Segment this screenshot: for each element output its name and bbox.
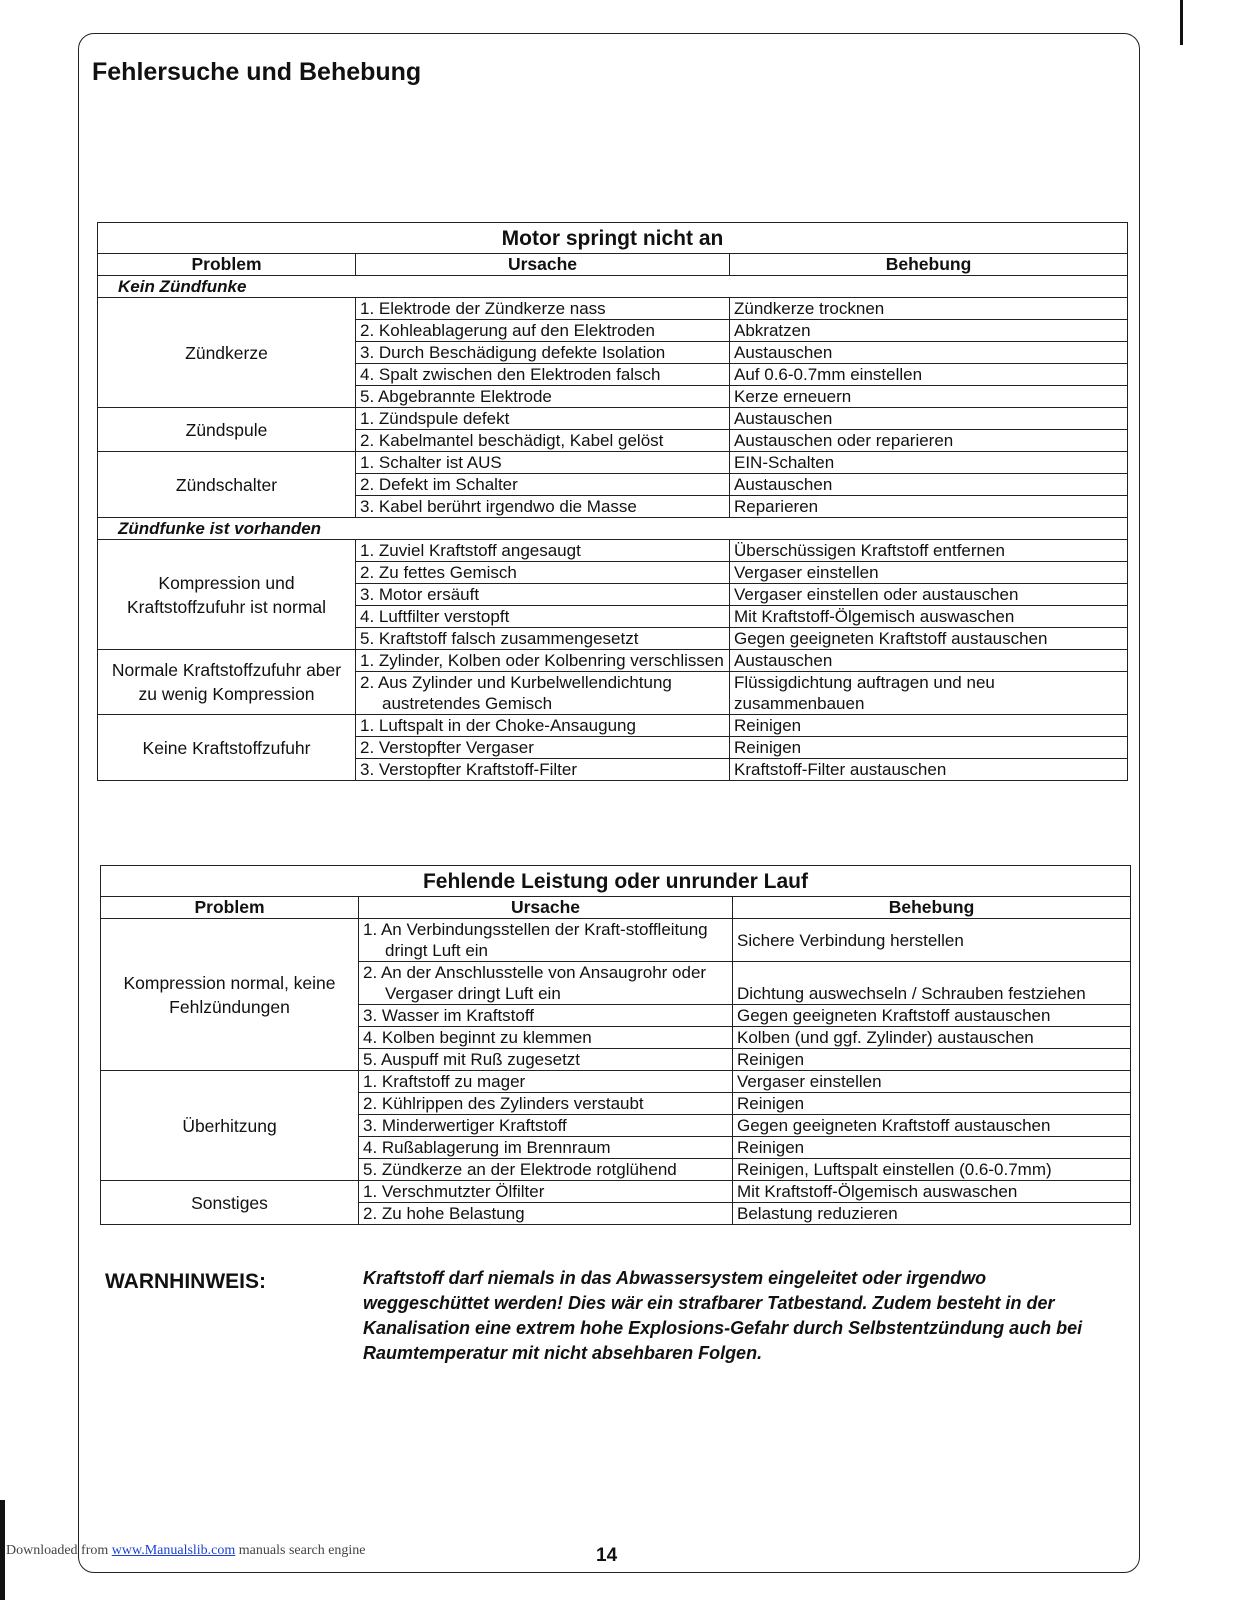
remedy-cell: Belastung reduzieren [733,1203,1131,1225]
cause-cell: 2. Kühlrippen des Zylinders verstaubt [359,1093,733,1115]
problem-cell: Sonstiges [101,1181,359,1225]
cause-cell: 1. Zündspule defekt [356,408,730,430]
cause-cell: 1. Verschmutzter Ölfilter [359,1181,733,1203]
remedy-cell: Austauschen [730,408,1128,430]
manualslib-link[interactable]: www.Manualslib.com [111,1543,236,1558]
remedy-cell: Austauschen [730,342,1128,364]
table-row [98,452,1128,474]
cause-cell: 1. Elektrode der Zündkerze nass [356,298,730,320]
remedy-cell: Auf 0.6-0.7mm einstellen [730,364,1128,386]
header-remedy: Behebung [730,254,1128,276]
cause-cell: 4. Spalt zwischen den Elektroden falsch [356,364,730,386]
warning-label: WARNHINWEIS: [105,1270,266,1293]
footer-suffix: manuals search engine [235,1543,366,1558]
remedy-cell: Kolben (und ggf. Zylinder) austauschen [733,1027,1131,1049]
remedy-cell: Kraftstoff-Filter austauschen [730,759,1128,781]
cause-cell: 2. Zu hohe Belastung [359,1203,733,1225]
table-row [98,540,1128,562]
cause-cell: 3. Durch Beschädigung defekte Isolation [356,342,730,364]
section-title-row [101,866,1131,897]
download-footer [6,1543,366,1559]
table-row [98,408,1128,430]
page-title: Fehlersuche und Behebung [92,58,422,86]
remedy-cell: EIN-Schalten [730,452,1128,474]
remedy-cell: Austauschen [730,474,1128,496]
header-remedy: Behebung [733,897,1131,919]
remedy-cell: Mit Kraftstoff-Ölgemisch auswaschen [733,1181,1131,1203]
remedy-cell: Flüssigdichtung auftragen und neu zusammenbauen [730,672,1128,715]
group-row [98,518,1128,540]
cause-cell: 1. An Verbindungsstellen der Kraft-stoffleitung dringt Luft ein [359,919,733,962]
binding-mark-left [0,1500,5,1600]
binding-mark-right [1180,0,1183,45]
cause-cell: 5. Zündkerze an der Elektrode rotglühend [359,1159,733,1181]
cause-cell: 2. Verstopfter Vergaser [356,737,730,759]
remedy-cell: Kerze erneuern [730,386,1128,408]
table-motor-springt-nicht-an [97,222,1128,781]
problem-cell: Überhitzung [101,1071,359,1181]
remedy-cell: Abkratzen [730,320,1128,342]
remedy-cell: Dichtung auswechseln / Schrauben festziehen [733,962,1131,1005]
problem-cell: Zündschalter [98,452,356,518]
table-row [101,1071,1131,1093]
remedy-cell: Reinigen [733,1137,1131,1159]
remedy-cell: Mit Kraftstoff-Ölgemisch auswaschen [730,606,1128,628]
cause-cell: 4. Rußablagerung im Brennraum [359,1137,733,1159]
cause-cell: 2. Kohleablagerung auf den Elektroden [356,320,730,342]
cause-cell: 2. Aus Zylinder und Kurbelwellendichtung austretendes Gemisch [356,672,730,715]
problem-cell [101,919,359,1071]
cause-cell: 2. Defekt im Schalter [356,474,730,496]
problem-line: Normale Kraftstoffzufuhr aber [111,660,342,680]
cause-cell: 3. Kabel berührt irgendwo die Masse [356,496,730,518]
problem-cell: Zündkerze [98,298,356,408]
cause-cell: 2. Kabelmantel beschädigt, Kabel gelöst [356,430,730,452]
warning-text: Kraftstoff darf niemals in das Abwassersystem eingeleitet oder irgendwo weggeschüttet werden! Dies wär ein strafbarer Tatbestand. Zudem besteht in der Kanalisation eine extrem hohe Explosions-Gefahr durch Selbstentzündung auch bei Raumtemperatur mit nicht absehbaren Folgen. [363,1268,1083,1363]
group-title: Zündfunke ist vorhanden [98,518,1128,540]
table-fehlende-leistung [100,865,1131,1225]
header-cause: Ursache [359,897,733,919]
cause-cell: 5. Kraftstoff falsch zusammengesetzt [356,628,730,650]
remedy-cell: Vergaser einstellen oder austauschen [730,584,1128,606]
table-row [101,1181,1131,1203]
header-cause: Ursache [356,254,730,276]
problem-cell: Keine Kraftstoffzufuhr [98,715,356,781]
cause-cell: 4. Luftfilter verstopft [356,606,730,628]
remedy-cell: Reinigen [733,1093,1131,1115]
remedy-cell: Gegen geeigneten Kraftstoff austauschen [733,1115,1131,1137]
cause-cell: 1. Kraftstoff zu mager [359,1071,733,1093]
remedy-cell: Gegen geeigneten Kraftstoff austauschen [730,628,1128,650]
remedy-cell: Sichere Verbindung herstellen [733,919,1131,962]
cause-cell: 3. Verstopfter Kraftstoff-Filter [356,759,730,781]
header-row [101,897,1131,919]
problem-cell [98,540,356,650]
remedy-cell: Reparieren [730,496,1128,518]
footer-prefix: Downloaded from [6,1543,112,1558]
problem-cell [98,650,356,715]
remedy-cell: Zündkerze trocknen [730,298,1128,320]
problem-line: zu wenig Kompression [138,684,315,704]
page-number: 14 [596,1545,618,1566]
header-problem: Problem [101,897,359,919]
header-problem: Problem [98,254,356,276]
problem-line: Fehlzündungen [169,996,290,1017]
cause-cell: 2. Zu fettes Gemisch [356,562,730,584]
remedy-cell: Reinigen [730,737,1128,759]
remedy-cell: Austauschen [730,650,1128,672]
cause-cell: 4. Kolben beginnt zu klemmen [359,1027,733,1049]
cause-cell: 3. Motor ersäuft [356,584,730,606]
remedy-cell: Reinigen [730,715,1128,737]
table-row [98,650,1128,672]
cause-cell: 5. Auspuff mit Ruß zugesetzt [359,1049,733,1071]
cause-cell: 1. Zylinder, Kolben oder Kolbenring verschlissen [356,650,730,672]
problem-line: Kompression normal, keine [123,972,336,993]
section-title: Motor springt nicht an [98,223,1128,254]
section-title: Fehlende Leistung oder unrunder Lauf [101,866,1131,897]
cause-cell: 1. Schalter ist AUS [356,452,730,474]
cause-cell: 3. Minderwertiger Kraftstoff [359,1115,733,1137]
remedy-cell: Reinigen [733,1049,1131,1071]
section-title-row [98,223,1128,254]
header-row [98,254,1128,276]
cause-cell: 5. Abgebrannte Elektrode [356,386,730,408]
table-row [98,298,1128,320]
remedy-cell: Vergaser einstellen [730,562,1128,584]
remedy-cell: Gegen geeigneten Kraftstoff austauschen [733,1005,1131,1027]
cause-cell: 1. Luftspalt in der Choke-Ansaugung [356,715,730,737]
cause-cell: 3. Wasser im Kraftstoff [359,1005,733,1027]
problem-line: Kompression und [158,572,295,593]
remedy-cell: Vergaser einstellen [733,1071,1131,1093]
remedy-cell: Überschüssigen Kraftstoff entfernen [730,540,1128,562]
remedy-cell: Reinigen, Luftspalt einstellen (0.6-0.7mm) [733,1159,1131,1181]
table-row [101,919,1131,962]
table-row [98,715,1128,737]
cause-cell: 2. An der Anschlusstelle von Ansaugrohr oder Vergaser dringt Luft ein [359,962,733,1005]
cause-cell: 1. Zuviel Kraftstoff angesaugt [356,540,730,562]
problem-cell: Zündspule [98,408,356,452]
group-title: Kein Zündfunke [98,276,1128,298]
group-row [98,276,1128,298]
remedy-cell: Austauschen oder reparieren [730,430,1128,452]
problem-line: Kraftstoffzufuhr ist normal [126,596,327,617]
